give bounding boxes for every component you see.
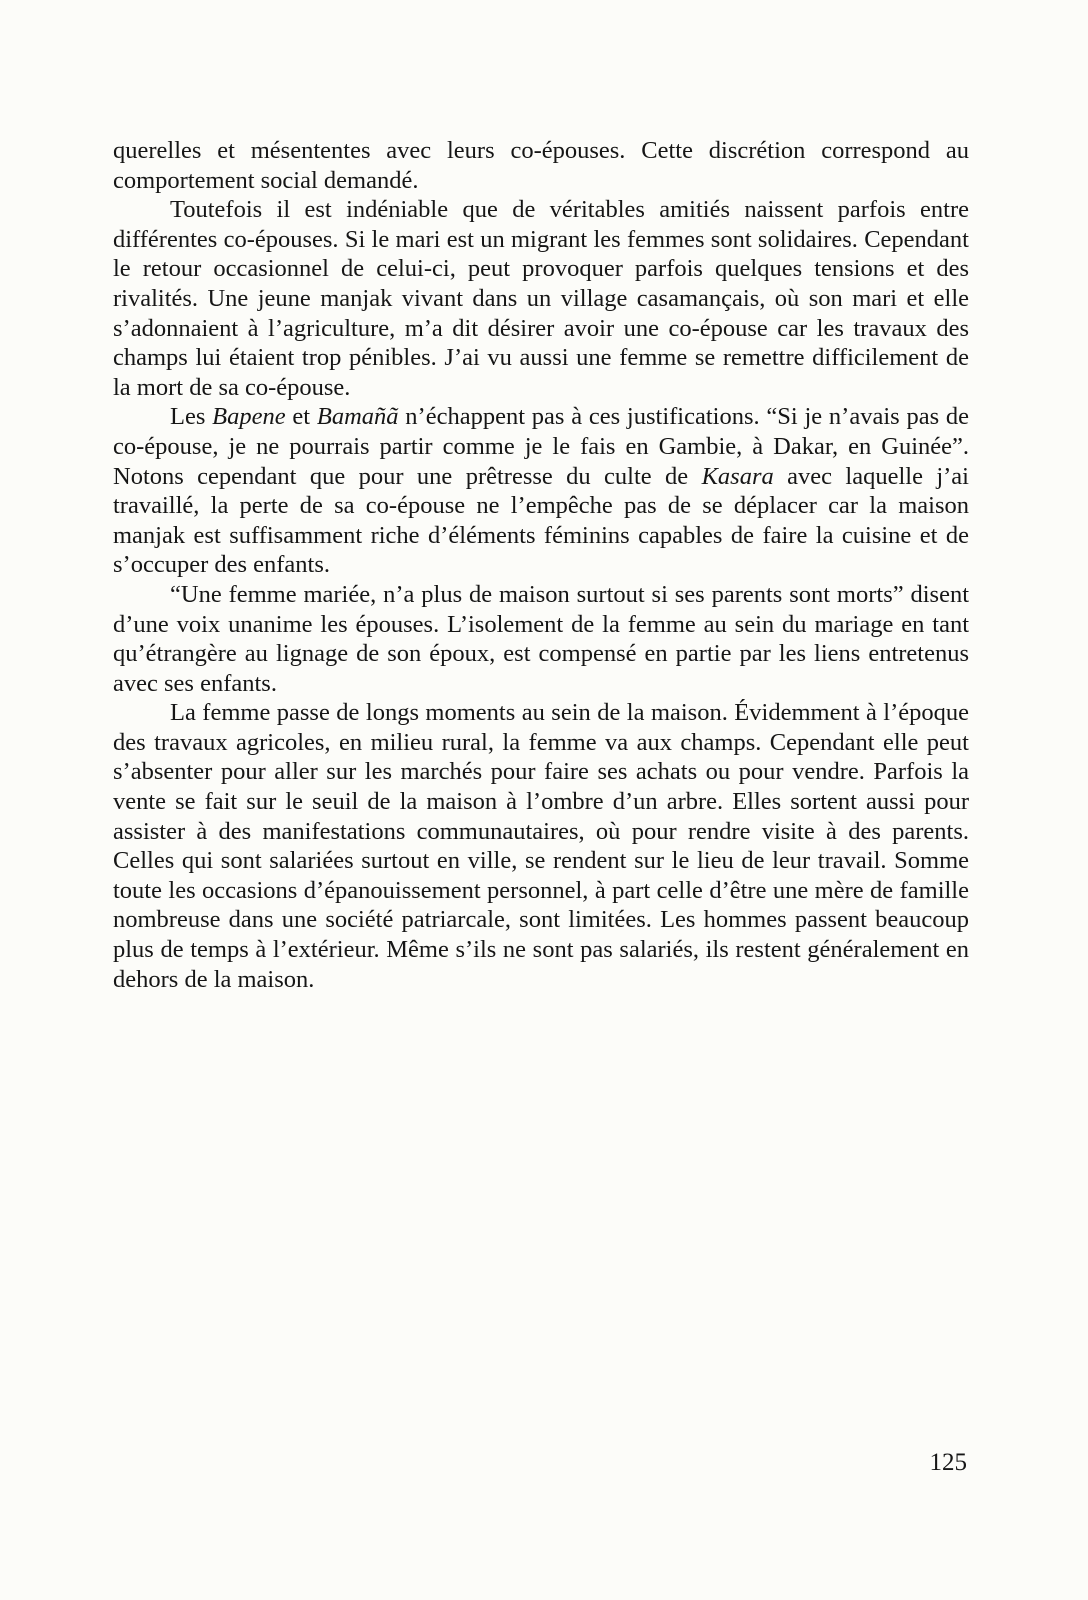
italic-text-segment: Bapene	[212, 403, 286, 431]
italic-text-segment: Kasara	[701, 462, 774, 490]
text-segment: avec laquelle j’ai travaillé, la perte de sa co-épouse ne l’empêche pas de se déplacer car la maison manjak est suffisamment riche d’éléments féminins capables de faire la cuisine et de s’occuper des enfants.	[113, 462, 969, 579]
paragraph	[113, 580, 969, 698]
text-segment: n’échappent pas à ces justifications. “Si je n’avais pas de co-épouse, je ne pourrais partir comme je le fais en Gambie, à Dakar, en Guinée”. Notons cependant que pour une prêtresse du culte de	[113, 403, 970, 490]
text-segment: et	[285, 403, 317, 431]
paragraph	[113, 402, 969, 580]
paragraph	[113, 698, 969, 994]
text-block	[113, 136, 969, 994]
italic-text-segment: Bamañã	[316, 403, 399, 431]
text-segment: querelles et mésententes avec leurs co-épouses. Cette discrétion correspond au comportement social demandé.	[113, 137, 969, 194]
page-number: 125	[929, 1449, 967, 1476]
text-segment: Les	[170, 403, 213, 431]
paragraph	[113, 195, 969, 402]
paragraph	[113, 136, 969, 195]
text-segment: Toutefois il est indéniable que de véritables amitiés naissent parfois entre différentes co-épouses. Si le mari est un migrant les femmes sont solidaires. Cependant le retour occasionnel de celui-ci, peut provoquer parfois quelques tensions et des rivalités. Une jeune manjak vivant dans un village casamançais, où son mari et elle s’adonnaient à l’agriculture, m’a dit désirer avoir une co-épouse car les travaux des champs lui étaient trop pénibles. J’ai vu aussi une femme se remettre difficilement de la mort de sa co-épouse.	[113, 196, 969, 401]
text-segment: “Une femme mariée, n’a plus de maison surtout si ses parents sont morts” disent d’une voix unanime les épouses. L’isolement de la femme au sein du mariage en tant qu’étrangère au lignage de son époux, est compensé en partie par les liens entretenus avec ses enfants.	[113, 580, 969, 697]
text-segment: La femme passe de longs moments au sein de la maison. Évidemment à l’époque des travaux agricoles, en milieu rural, la femme va aux champs. Cependant elle peut s’absenter pour aller sur les marchés pour faire ses achats ou pour vendre. Parfois la vente se fait sur le seuil de la maison à l’ombre d’un arbre. Elles sortent aussi pour assister à des manifestations communautaires, où pour rendre visite à des parents. Celles qui sont salariées surtout en ville, se rendent sur le lieu de leur travail. Somme toute les occasions d’épanouissement personnel, à part celle d’être une mère de famille nombreuse dans une société patriarcale, sont limitées. Les hommes passent beaucoup plus de temps à l’extérieur. Même s’ils ne sont pas salariés, ils restent généralement en dehors de la maison.	[113, 699, 969, 993]
